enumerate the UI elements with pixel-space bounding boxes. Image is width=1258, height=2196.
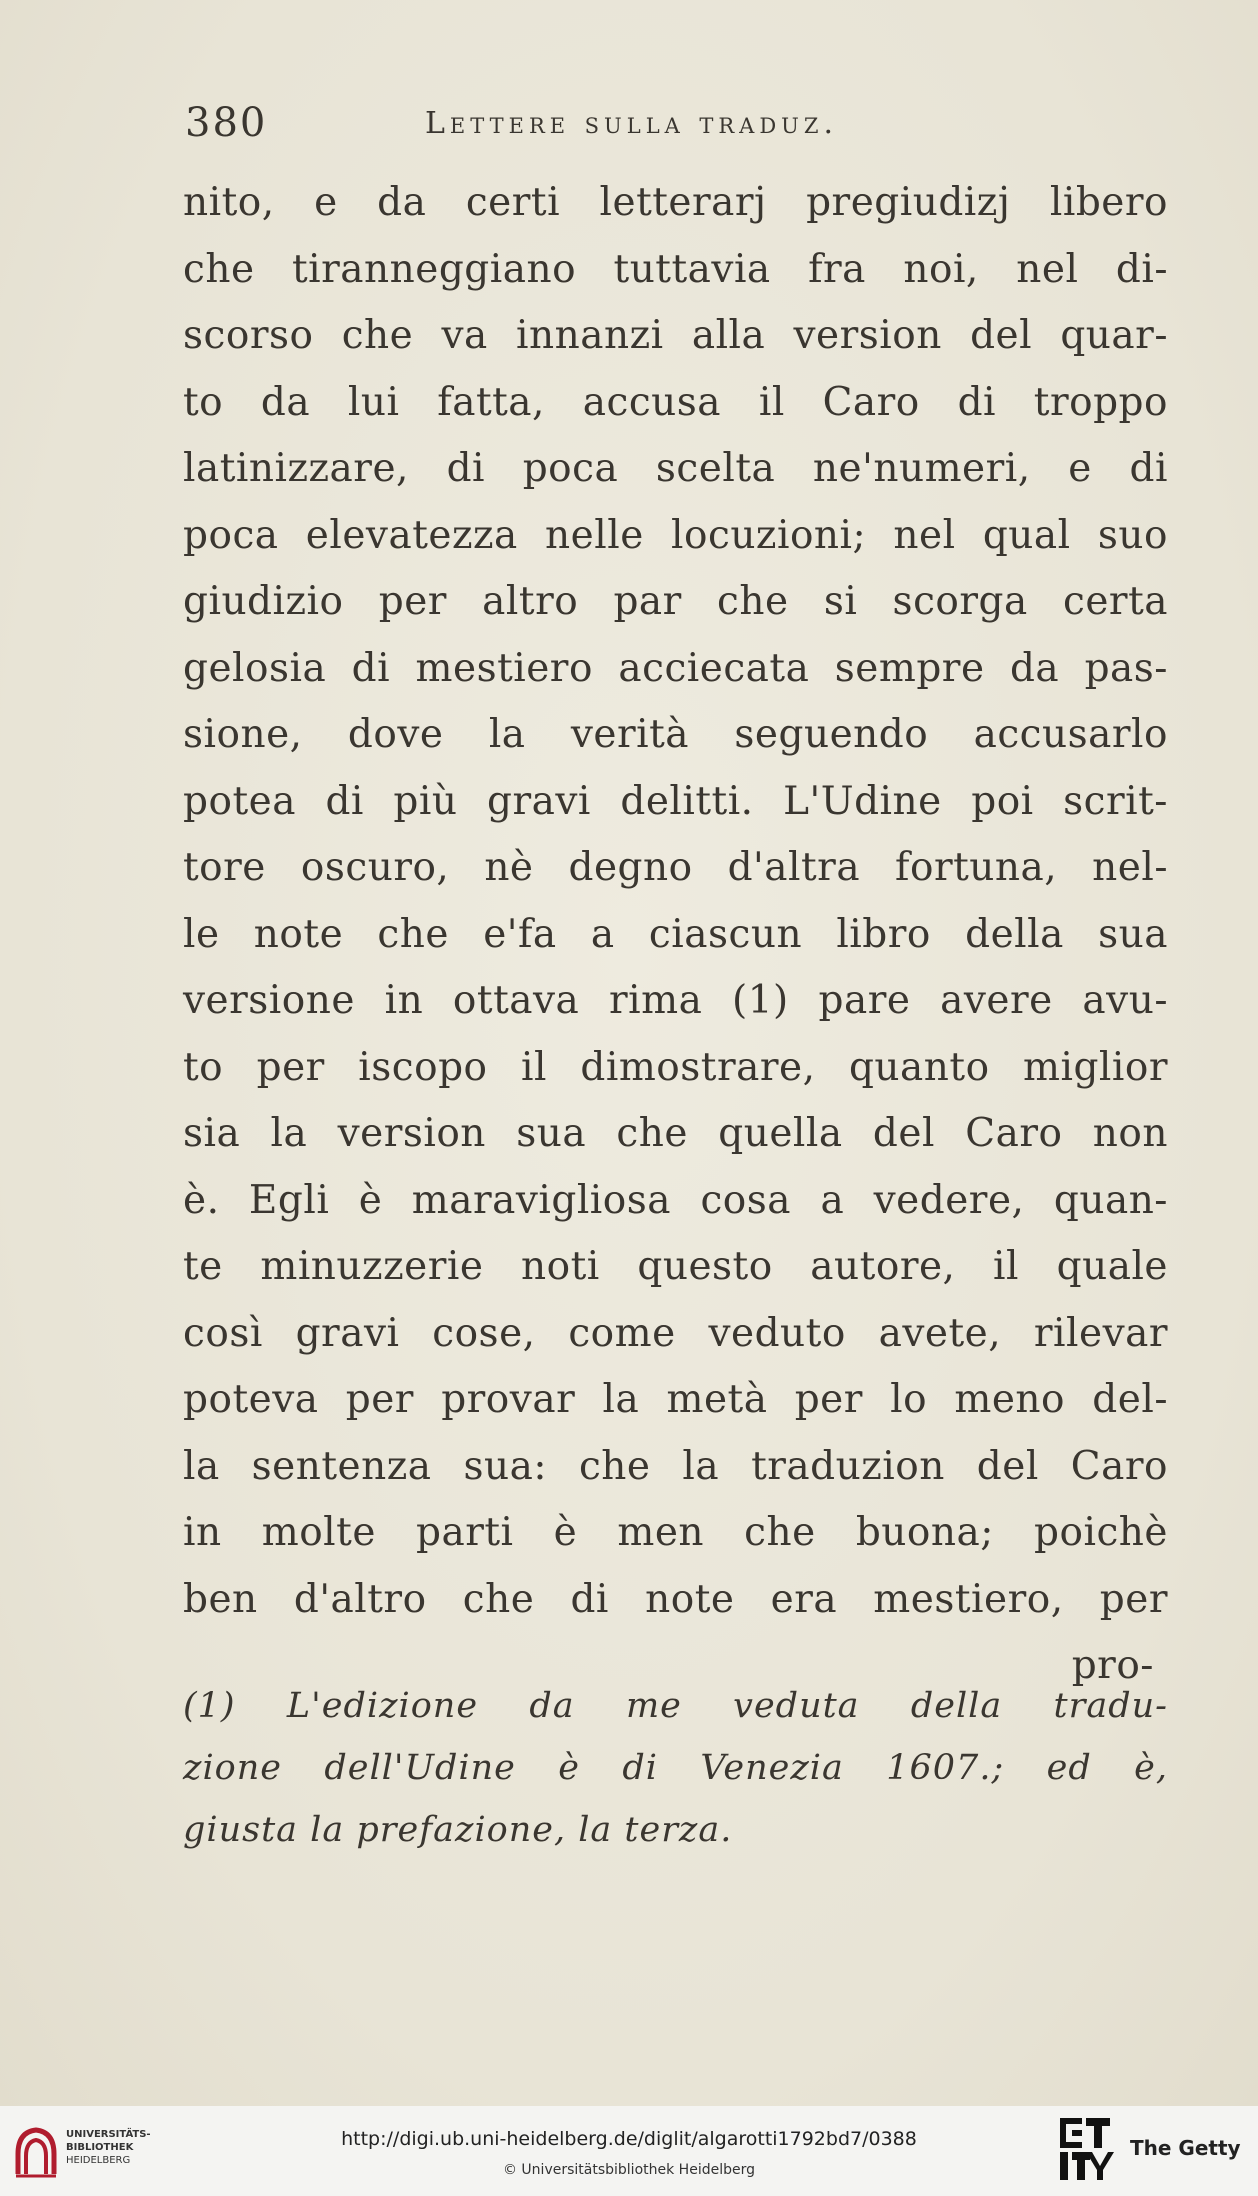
- text-line: to da lui fatta, accusa il Caro di troppo: [183, 379, 1168, 425]
- text-line: nito, e da certi letterarj pregiudizj libero: [183, 180, 1168, 225]
- text-line: potea di più gravi delitti. L'Udine poi scrit-: [183, 778, 1168, 824]
- running-title: Lettere sulla traduz.: [425, 106, 838, 141]
- text-line: to per iscopo il dimostrare, quanto miglior: [183, 1044, 1168, 1090]
- text-line: sione, dove la verità seguendo accusarlo: [183, 712, 1168, 757]
- text-line: giudizio per altro par che si scorga certa: [183, 579, 1168, 624]
- text-line: te minuzzerie noti questo autore, il quale: [183, 1244, 1168, 1289]
- library-line: BIBLIOTHEK: [66, 2142, 134, 2153]
- text-line: è. Egli è maravigliosa cosa a vedere, quan-: [183, 1177, 1168, 1223]
- text-line: poteva per provar la metà per lo meno del-: [183, 1377, 1168, 1422]
- text-line: scorso che va innanzi alla version del quar-: [183, 313, 1168, 358]
- footnote-line: (1) L'edizione da me veduta della tradu-: [183, 1686, 1168, 1726]
- text-line: poca elevatezza nelle locuzioni; nel qual suo: [183, 512, 1168, 558]
- permalink-url[interactable]: http://digi.ub.uni-heidelberg.de/diglit/algarotti1792bd7/0388: [341, 2128, 917, 2150]
- library-line: UNIVERSITÄTS-: [66, 2129, 151, 2140]
- text-line: in molte parti è men che buona; poichè: [183, 1510, 1168, 1555]
- body-text: [183, 170, 1168, 1700]
- catchword: pro-: [1071, 1643, 1154, 1688]
- text-line: così gravi cose, come veduto avete, rilevar: [183, 1310, 1168, 1356]
- text-line: gelosia di mestiero acciecata sempre da pas-: [183, 645, 1168, 691]
- getty-name: The Getty: [1130, 2136, 1241, 2160]
- text-line: ben d'altro che di note era mestiero, per: [183, 1576, 1168, 1622]
- text-line: che tiranneggiano tuttavia fra noi, nel di-: [183, 246, 1168, 292]
- library-line: HEIDELBERG: [66, 2155, 131, 2166]
- text-line: tore oscuro, nè degno d'altra fortuna, nel-: [183, 845, 1168, 890]
- text-line: sia la version sua che quella del Caro non: [183, 1111, 1168, 1156]
- footnote-line: zione dell'Udine è di Venezia 1607.; ed è,: [183, 1748, 1168, 1788]
- getty-logo-icon[interactable]: [1058, 2116, 1114, 2184]
- text-line: versione in ottava rima (1) pare avere avu-: [183, 978, 1168, 1023]
- copyright-notice: © Universitätsbibliothek Heidelberg: [502, 2162, 755, 2178]
- viewer-footer: [0, 2106, 1258, 2196]
- page-number: 380: [185, 100, 268, 146]
- page-header: [185, 100, 1165, 160]
- text-line: le note che e'fa a ciascun libro della sua: [183, 911, 1168, 957]
- text-line: la sentenza sua: che la traduzion del Caro: [183, 1443, 1168, 1489]
- footnote: [183, 1675, 1168, 1861]
- footnote-line: giusta la prefazione, la terza.: [183, 1810, 733, 1850]
- text-line: latinizzare, di poca scelta ne'numeri, e di: [183, 446, 1168, 491]
